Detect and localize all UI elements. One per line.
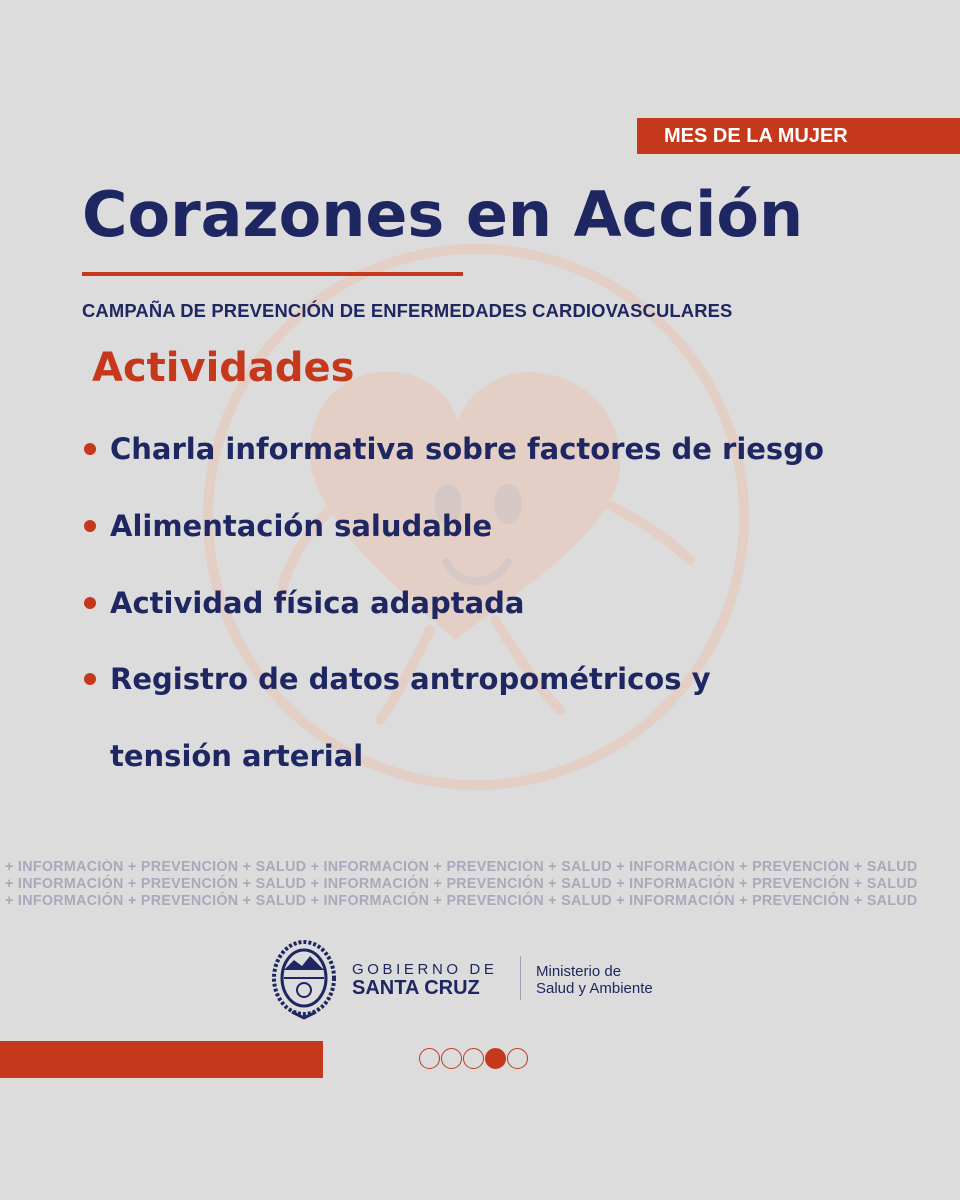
pager-dot[interactable] bbox=[419, 1048, 440, 1069]
government-label: GOBIERNO DE bbox=[352, 961, 498, 978]
provincial-crest-icon bbox=[270, 938, 338, 1020]
bullet-icon bbox=[84, 597, 96, 609]
title-underline bbox=[82, 272, 463, 276]
bullet-icon bbox=[84, 520, 96, 532]
ministry-label: Ministerio de bbox=[536, 963, 622, 980]
pager-dot[interactable] bbox=[507, 1048, 528, 1069]
pager-dot[interactable] bbox=[441, 1048, 462, 1069]
activity-text: Alimentación saludable bbox=[110, 509, 493, 543]
section-heading: Actividades bbox=[92, 345, 355, 391]
pager-dot[interactable] bbox=[463, 1048, 484, 1069]
activity-text: Charla informativa sobre factores de riesgo bbox=[110, 432, 824, 466]
bullet-icon bbox=[84, 443, 96, 455]
government-name: SANTA CRUZ bbox=[352, 977, 480, 999]
keyword-band-line: + INFORMACIÓN + PREVENCIÓN + SALUD + INFORMACIÓN + PREVENCIÓN + SALUD + INFORMACIÓN + PREVENCIÓN + SALUD bbox=[5, 893, 918, 909]
page-title: Corazones en Acción bbox=[82, 178, 804, 251]
campaign-tag: MES DE LA MUJER bbox=[637, 118, 960, 154]
accent-bar bbox=[0, 1041, 323, 1078]
keyword-band-line: + INFORMACIÓN + PREVENCIÓN + SALUD + INFORMACIÓN + PREVENCIÓN + SALUD + INFORMACIÓN + PREVENCIÓN + SALUD bbox=[5, 876, 918, 892]
pager-dot-active[interactable] bbox=[485, 1048, 506, 1069]
activity-text: Actividad física adaptada bbox=[110, 586, 525, 620]
slide-pager bbox=[419, 1048, 528, 1072]
page-subtitle: CAMPAÑA DE PREVENCIÓN DE ENFERMEDADES CARDIOVASCULARES bbox=[82, 300, 733, 321]
logo-divider bbox=[520, 956, 521, 1000]
activity-text: Registro de datos antropométricos y bbox=[110, 662, 711, 696]
keyword-band bbox=[0, 859, 960, 910]
keyword-band-line: + INFORMACIÓN + PREVENCIÓN + SALUD + INFORMACIÓN + PREVENCIÓN + SALUD + INFORMACIÓN + PREVENCIÓN + SALUD bbox=[5, 859, 918, 875]
ministry-name: Salud y Ambiente bbox=[536, 980, 653, 997]
bullet-icon bbox=[84, 673, 96, 685]
activity-text: tensión arterial bbox=[110, 739, 364, 773]
